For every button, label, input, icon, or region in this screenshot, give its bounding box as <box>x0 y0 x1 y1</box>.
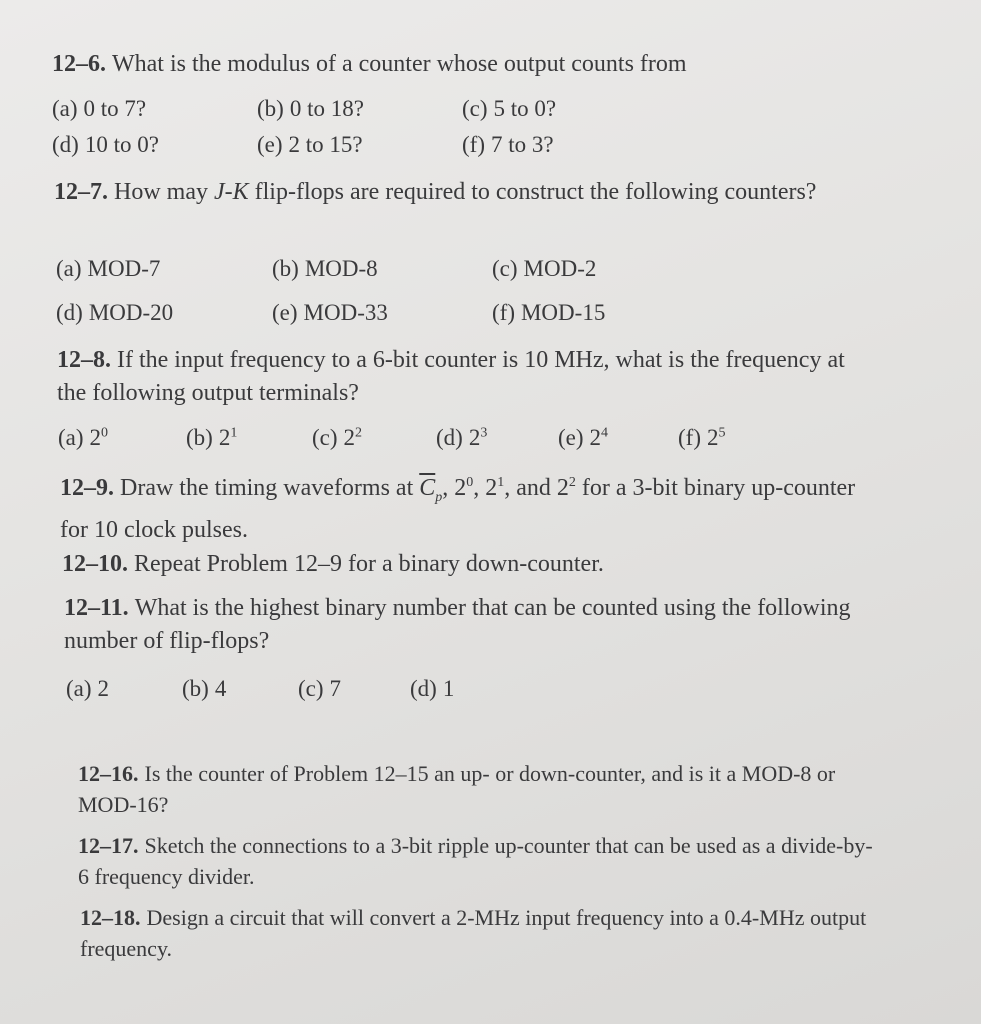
options-12-7 <box>56 256 706 336</box>
option: (a) $2^0$ <box>58 425 109 450</box>
option: (c) 7 <box>298 676 342 701</box>
options-12-8 <box>58 425 778 459</box>
problem-number: 12–11. <box>64 595 129 621</box>
problem-number: 12–17. <box>78 833 139 858</box>
problem-12-10 <box>62 548 862 581</box>
problem-text: Design a circuit that will convert a 2-MHz input frequency into a 0.4-MHz output frequency. <box>80 905 867 961</box>
problem-text: Sketch the connections to a 3-bit ripple up-counter that can be used as a divide-by-6 frequency divider. <box>78 833 873 889</box>
option: (c) $2^2$ <box>312 425 363 450</box>
options-12-11 <box>66 676 546 710</box>
problem-12-6 <box>52 48 852 81</box>
problem-number: 12–8. <box>57 347 111 373</box>
option: (d) MOD-20 <box>56 300 174 325</box>
problem-text: Is the counter of Problem 12–15 an up- or down-counter, and is it a MOD-8 or MOD-16? <box>78 761 836 817</box>
option: (e) $2^4$ <box>558 425 609 450</box>
option: (e) 2 to 15? <box>257 132 363 157</box>
option: (a) 0 to 7? <box>52 96 147 121</box>
problem-12-16 <box>78 758 878 820</box>
problem-12-8 <box>57 344 877 410</box>
option: (a) 2 <box>66 676 110 701</box>
option: (b) $2^1$ <box>186 425 238 450</box>
problem-number: 12–7. <box>54 179 108 205</box>
option: (f) 7 to 3? <box>462 132 554 157</box>
option: (d) $2^3$ <box>436 425 488 450</box>
options-12-6 <box>52 96 652 166</box>
problem-number: 12–10. <box>62 551 128 577</box>
problem-text: What is the highest binary number that can be counted using the following number of flip-flops? <box>64 595 851 654</box>
option: (e) MOD-33 <box>272 300 388 325</box>
problem-text: If the input frequency to a 6-bit counter is 10 MHz, what is the frequency at the following output terminals? <box>57 347 845 406</box>
option: (f) $2^5$ <box>678 425 726 450</box>
problem-12-9: 12–9. Draw the timing waveforms at $\overline{C}_p$, $2^0$, $2^1$, and $2^2$ for a 3-bit binary up-counter for 10 clock pulses. <box>60 475 856 543</box>
option: (b) 4 <box>182 676 227 701</box>
option: (b) 0 to 18? <box>257 96 364 121</box>
problem-12-18 <box>80 902 878 964</box>
option: (d) 10 to 0? <box>52 132 159 157</box>
problem-12-17 <box>78 830 878 892</box>
problem-number: 12–16. <box>78 761 139 786</box>
option: (a) MOD-7 <box>56 256 161 281</box>
problem-text: What is the modulus of a counter whose output counts from <box>112 51 687 77</box>
problem-number: 12–18. <box>80 905 141 930</box>
option: (b) MOD-8 <box>272 256 378 281</box>
problem-12-11 <box>64 592 876 658</box>
option: (c) 5 to 0? <box>462 96 557 121</box>
problem-number: 12–9. <box>60 475 114 501</box>
problem-text: Repeat Problem 12–9 for a binary down-counter. <box>134 551 604 577</box>
option: (d) 1 <box>410 676 455 701</box>
option: (c) MOD-2 <box>492 256 597 281</box>
problem-12-7: 12–7. How may J-K flip-flops are required to construct the following counters? <box>54 179 817 205</box>
option: (f) MOD-15 <box>492 300 606 325</box>
problem-number: 12–6. <box>52 51 106 77</box>
